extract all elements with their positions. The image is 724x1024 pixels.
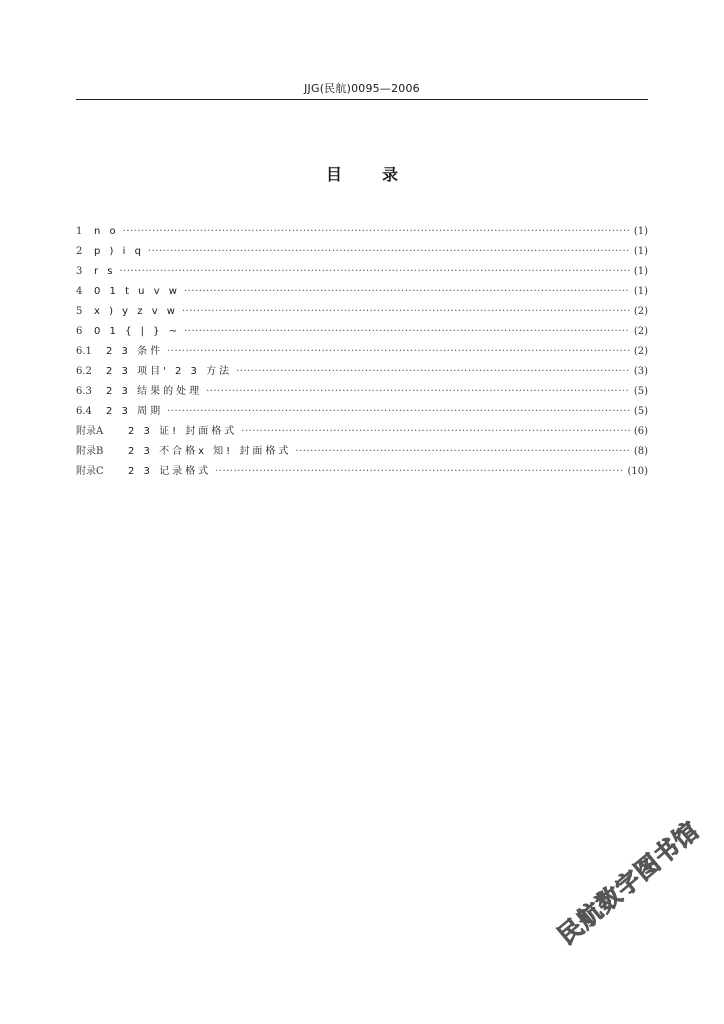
toc-entry-title: 2 3 证! 封面格式 <box>128 426 238 437</box>
toc-entry-number: 5 <box>76 306 83 317</box>
toc-entry[interactable] <box>76 222 648 242</box>
header-standard-code: JJG(民航)0095—2006 <box>304 82 420 95</box>
toc-entry-page: (2) <box>633 346 648 357</box>
toc-entry-page: (3) <box>633 366 648 377</box>
toc-entry-title: 2 3 项目' 2 3 方法 <box>106 366 233 377</box>
toc-entry[interactable] <box>76 362 648 382</box>
toc-leader-dots <box>120 262 630 282</box>
toc-entry-number: 4 <box>76 286 83 297</box>
toc-leader-dots <box>215 462 623 482</box>
toc-entry[interactable] <box>76 242 648 262</box>
toc-leader-dots <box>123 222 630 242</box>
toc-entry[interactable] <box>76 382 648 402</box>
toc-leader-dots <box>184 322 630 342</box>
toc-entry[interactable] <box>76 322 648 342</box>
toc-entry-page: (6) <box>633 426 648 437</box>
toc-entry-number: 6.1 <box>76 346 92 357</box>
toc-entry[interactable] <box>76 462 648 482</box>
toc-entry-number: 3 <box>76 266 83 277</box>
toc-entry-title: p ) i q <box>94 246 144 257</box>
toc-entry-title: x ) y z v w <box>94 306 178 317</box>
toc-entry-page: (1) <box>633 246 648 257</box>
toc-entry-title: r s <box>94 266 116 277</box>
toc-entry-page: (2) <box>633 306 648 317</box>
toc-entry-page: (1) <box>633 226 648 237</box>
toc-entry-title: 0 1 { | } ~ <box>94 326 181 337</box>
toc-leader-dots <box>241 422 630 442</box>
toc-entry-page: (2) <box>633 326 648 337</box>
toc-leader-dots <box>206 382 630 402</box>
toc-entry-title: 2 3 记录格式 <box>128 466 212 477</box>
toc-entry-title: 2 3 不合格x 知! 封面格式 <box>128 446 292 457</box>
toc-entry[interactable] <box>76 442 648 462</box>
toc-entry[interactable] <box>76 422 648 442</box>
toc-entry-title: 0 1 t u v w <box>94 286 180 297</box>
toc-entry[interactable] <box>76 282 648 302</box>
toc-entry-page: (10) <box>627 466 648 477</box>
toc-entry-number: 2 <box>76 246 83 257</box>
toc-entry[interactable] <box>76 262 648 282</box>
toc-entry-page: (8) <box>633 446 648 457</box>
toc-leader-dots <box>295 442 629 462</box>
toc-entry-number: 附录C <box>76 466 104 477</box>
toc-entry-title: n o <box>94 226 119 237</box>
toc-list <box>76 222 648 482</box>
toc-entry-number: 6.3 <box>76 386 92 397</box>
toc-entry-title: 2 3 周期 <box>106 406 164 417</box>
toc-title: 目录 <box>325 165 438 184</box>
toc-entry-page: (1) <box>633 266 648 277</box>
toc-entry-page: (5) <box>633 386 648 397</box>
watermark: 民航数字图书馆 <box>552 816 705 951</box>
toc-entry-page: (1) <box>633 286 648 297</box>
toc-entry-number: 6.2 <box>76 366 92 377</box>
toc-leader-dots <box>236 362 630 382</box>
header-rule <box>76 99 648 100</box>
toc-leader-dots <box>182 302 630 322</box>
toc-entry-number: 6.4 <box>76 406 92 417</box>
toc-entry-title: 2 3 结果的处理 <box>106 386 203 397</box>
toc-entry-number: 6 <box>76 326 83 337</box>
toc-leader-dots <box>184 282 630 302</box>
toc-entry-title: 2 3 条件 <box>106 346 164 357</box>
toc-entry-number: 附录A <box>76 426 104 437</box>
toc-leader-dots <box>167 342 630 362</box>
toc-leader-dots <box>167 402 630 422</box>
toc-entry-number: 1 <box>76 226 83 237</box>
toc-entry[interactable] <box>76 402 648 422</box>
toc-entry-page: (5) <box>633 406 648 417</box>
toc-entry[interactable] <box>76 342 648 362</box>
toc-leader-dots <box>148 242 630 262</box>
toc-entry[interactable] <box>76 302 648 322</box>
toc-entry-number: 附录B <box>76 446 104 457</box>
